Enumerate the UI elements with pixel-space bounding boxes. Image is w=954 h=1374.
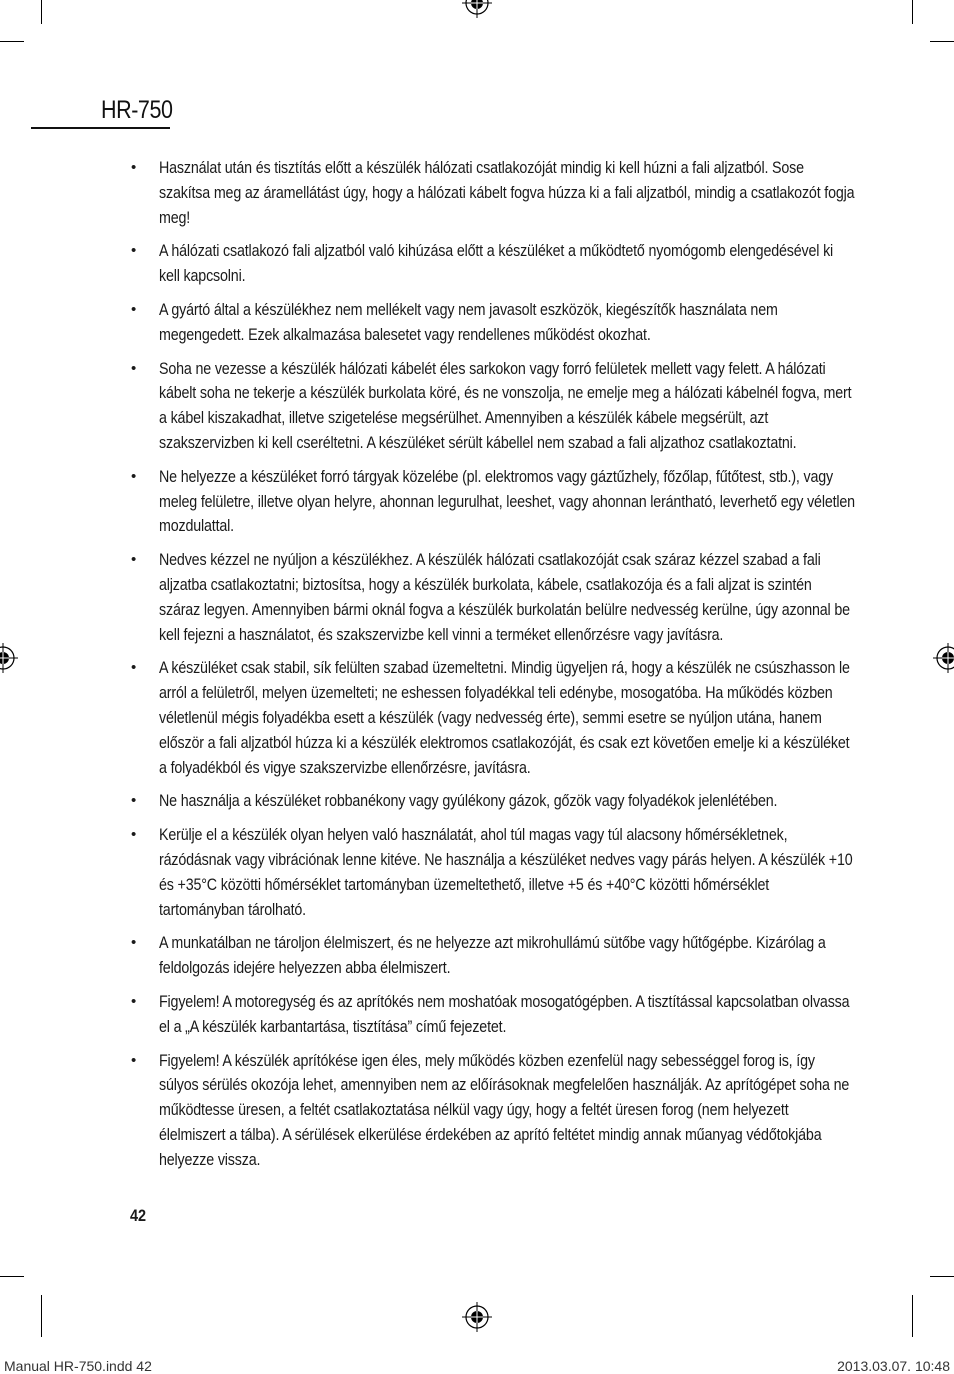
- bullet-icon: •: [131, 467, 137, 485]
- registration-mark-bottom-icon: [462, 1302, 492, 1332]
- list-item: [131, 1049, 954, 1173]
- list-item-text: Kerülje el a készülék olyan helyen való használatát, ahol túl magas vagy túl alacsony hőmérsékletnek, rázódásnak vagy vibrációnak lenne kitéve. Ne használja a készüléket nedves vagy párás helyen. A készülék +10 és +35°C közötti hőmérséklet tartományban üzemeltethető, illetve +5 és +40°C közötti hőmérséklet tartományban tárolható.: [159, 825, 853, 919]
- list-item-text: A készüléket csak stabil, sík felülten szabad üzemeltetni. Mindig ügyeljen rá, hogy a készülék ne csúszhasson le arról a felületről, melyen üzemelteti; ne eshessen folyadékkal teli edénybe, mosogatóba. Ha működés közben véletlenül mégis folyadékba esett a készülék (vagy nedvesség érte), semmi esetre se nyúljon utána, hanem először a fali aljzatból húzza ki a készülék elektromos csatlakozóját, és csak ezt követően emelje ki a készüléket a folyadékból és vigye szakszervizbe ellenőrzésre, javításra.: [159, 658, 850, 777]
- bullet-icon: •: [131, 1051, 137, 1069]
- list-item-text: A munkatálban ne tároljon élelmiszert, és ne helyezze azt mikrohullámú sütőbe vagy hűtőgépbe. Kizárólag a feldolgozás idejére helyezzen abba élelmiszert.: [159, 933, 826, 978]
- list-item: [131, 990, 954, 1040]
- list-item-text: Használat után és tisztítás előtt a készülék hálózati csatlakozóját mindig ki kell húzni a fali aljzatból. Sose szakítsa meg az áramellátást úgy, hogy a hálózati kábelt fogva húzza ki a fali aljzatból, mindig a csatlakozót fogja meg!: [159, 158, 855, 227]
- crop-mark-tl-horizontal: [0, 41, 24, 42]
- list-item-text: Ne használja a készüléket robbanékony vagy gyúlékony gázok, gőzök vagy folyadékok jelenlétében.: [159, 791, 778, 811]
- list-item: [131, 465, 954, 539]
- list-item-text: Figyelem! A motoregység és az aprítókés nem moshatóak mosogatógépben. A tisztítással kapcsolatban olvassa el a „A készülék karbantartása, tisztítása” című fejezetet.: [159, 991, 850, 1036]
- crop-mark-tr-vertical: [912, 0, 913, 24]
- list-item-text: A gyártó által a készülékhez nem mellékelt vagy nem javasolt eszközök, kiegészítők használata nem megengedett. Ezek alkalmazása balesetet vagy rendellenes működést okozhat.: [159, 299, 778, 344]
- bullet-icon: •: [131, 934, 137, 952]
- print-slug-right: 2013.03.07. 10:48: [837, 1358, 950, 1374]
- crop-mark-bl-vertical: [41, 1295, 42, 1337]
- bullet-icon: •: [131, 159, 137, 176]
- bullet-icon: •: [131, 242, 137, 260]
- list-item: [131, 548, 954, 647]
- list-item: [131, 656, 954, 780]
- list-item-text: Figyelem! A készülék aprítókése igen éles, mely működés közben ezenfelül nagy sebességgel forog is, így súlyos sérülés okozója lehet, amennyiben nem az előírásoknak megfelelően használják. Az aprítógépet soha ne működtesse üresen, a feltét csatlakoztatása nélkül vagy úgy, hogy a feltét üresen forog (nem helyezett élelmiszert a tálba). A sérülések elkerülése érdekében az aprító feltétet mindig annak műanyag védőtokjába helyezze vissza.: [159, 1050, 850, 1169]
- page-number: 42: [130, 1206, 147, 1225]
- list-item: [131, 156, 954, 230]
- bullet-icon: •: [131, 792, 137, 810]
- list-item-text: Ne helyezze a készüléket forró tárgyak közelébe (pl. elektromos vagy gáztűzhely, főzőlap, fűtőtest, stb.), vagy meleg felületre, illetve olyan helyre, ahonnan legurulhat, leeshet, vagy ahonnan lerántható, leverhető egy véletlen mozdulattal.: [159, 466, 855, 536]
- list-item: [131, 357, 954, 456]
- print-slug-left: Manual HR-750.indd 42: [4, 1358, 152, 1374]
- title-underline: [31, 127, 170, 129]
- list-item-text: Soha ne vezesse a készülék hálózati kábelét éles sarkokon vagy forró felületek mellett vagy felett. A hálózati kábelt soha ne tekerje a készülék burkolata köré, és ne vonszolja, ne emelje meg a hálózati kábelnél fogva, mert a kábel kiszakadhat, illetve szigetelése megsérülhet. Amennyiben a készülék kábele megsérült, azt szakszervizben ki kell cseréltetni. A készüléket sérült kábellel nem szabad a fali aljzathoz csatlakoztatni.: [159, 358, 852, 452]
- crop-mark-br-horizontal: [930, 1276, 954, 1277]
- crop-mark-bl-horizontal: [0, 1276, 24, 1277]
- list-item: [131, 823, 954, 922]
- list-item-text: Nedves kézzel ne nyúljon a készülékhez. A készülék hálózati csatlakozóját csak száraz kézzel szabad a fali aljzatba csatlakoztatni; biztosítsa, hogy a készülék burkolata, kábele, csatlakozója és a fali aljzat is szintén száraz legyen. Amennyiben bármi oknál fogva a készülék burkolatán belülre nedvesség kerülne, úgy azonnal be kell fejezni a használatot, és szakszervizbe kell vinni a terméket ellenőrzésre vagy javításra.: [159, 550, 850, 644]
- crop-mark-tl-vertical: [41, 0, 42, 24]
- registration-mark-left-icon: [0, 643, 18, 673]
- bullet-icon: •: [131, 551, 137, 569]
- list-item: [131, 298, 954, 348]
- bullet-icon: •: [131, 992, 137, 1010]
- registration-mark-top-icon: [462, 0, 492, 18]
- crop-mark-br-vertical: [912, 1295, 913, 1337]
- bullet-icon: •: [131, 659, 137, 677]
- list-item: [131, 239, 954, 289]
- safety-instructions-list: [131, 156, 954, 1181]
- crop-mark-tr-horizontal: [930, 41, 954, 42]
- list-item-text: A hálózati csatlakozó fali aljzatból való kihúzása előtt a készüléket a működtető nyomógomb elengedésével ki kell kapcsolni.: [159, 241, 834, 286]
- bullet-icon: •: [131, 359, 137, 377]
- list-item: [131, 789, 954, 814]
- bullet-icon: •: [131, 300, 137, 318]
- model-title: HR-750: [101, 96, 173, 124]
- list-item: [131, 931, 954, 981]
- bullet-icon: •: [131, 826, 137, 844]
